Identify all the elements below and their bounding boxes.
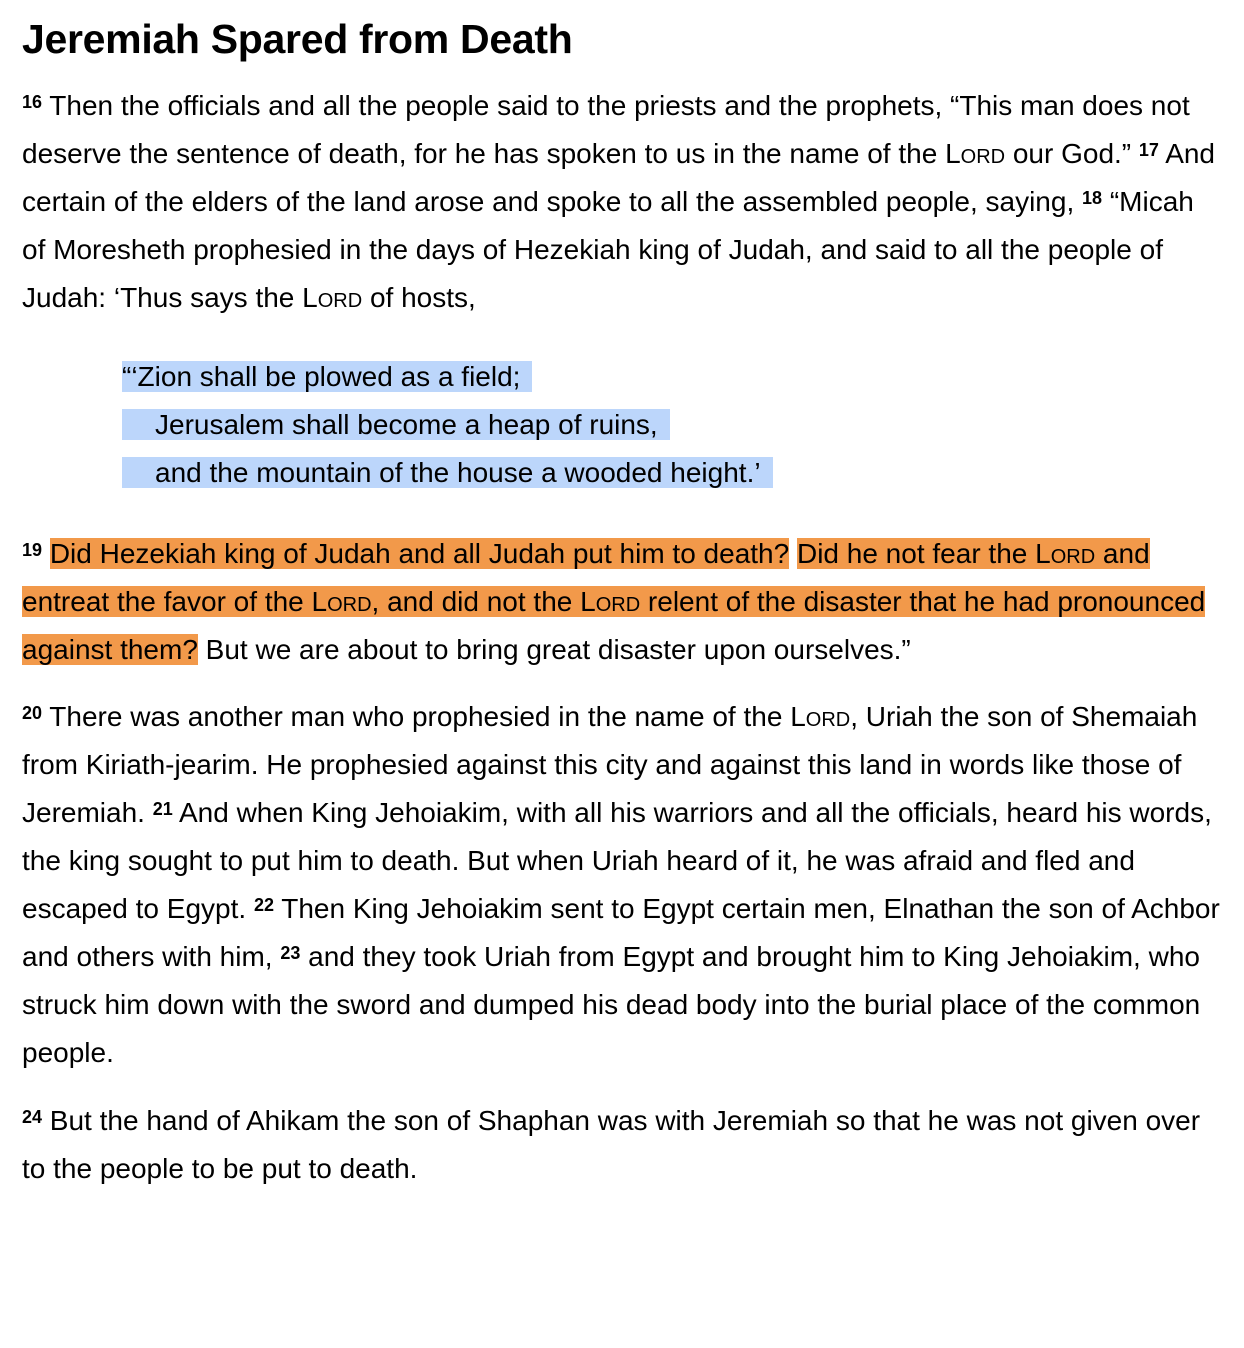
verse-text-19-end: But we are about to bring great disaster upon ourselves.” (197, 634, 911, 665)
highlight-blue: “‘Zion shall be plowed as a field; (122, 361, 532, 392)
poetry-line-2 (122, 401, 1222, 449)
lord-small-caps: Lord (580, 586, 641, 617)
poetry-quote (122, 353, 1222, 497)
verse-text-21: And when King Jehoiakim, with all his warriors and all the officials, heard his words, the king sought to put him to death. But when Uriah heard of it, he was afraid and fled and escaped to Egypt. (22, 797, 1212, 924)
verse-text-18: “Micah of Moresheth prophesied in the days of Hezekiah king of Judah, and said to all the people of Judah: ‘Thus says the (22, 186, 1194, 313)
verse-number-20: 20 (22, 703, 43, 723)
lord-small-caps: Lord (311, 586, 372, 617)
verse-number-21: 21 (152, 799, 173, 819)
highlight-blue: and the mountain of the house a wooded height.’ (122, 457, 773, 488)
verse-text-16-end: our God.” (1005, 138, 1139, 169)
highlight-orange-2: Did he not fear the Lord and entreat the favor of the Lord, and did not the Lord relent of the disaster that he had pronounced against them? (22, 538, 1206, 665)
verse-text-24: But the hand of Ahikam the son of Shaphan was with Jeremiah so that he was not given over to the people to be put to death. (22, 1105, 1201, 1184)
verse-number-16: 16 (22, 92, 43, 112)
lord-small-caps: Lord (945, 138, 1006, 169)
section-heading: Jeremiah Spared from Death (22, 16, 573, 62)
highlight-orange-1: Did Hezekiah king of Judah and all Judah put him to death? (49, 538, 790, 569)
verse-number-22: 22 (253, 895, 274, 915)
paragraph-19 (22, 530, 1222, 674)
verse-text-18-end: of hosts, (362, 282, 476, 313)
lord-small-caps: Lord (302, 282, 363, 313)
lord-small-caps: Lord (790, 701, 851, 732)
poetry-line-1 (122, 353, 1222, 401)
paragraph-16-18 (22, 82, 1222, 322)
verse-text-23: and they took Uriah from Egypt and brought him to King Jehoiakim, who struck him down with the sword and dumped his dead body into the burial place of the common people. (22, 941, 1201, 1068)
verse-text-20-end: , Uriah the son of Shemaiah from Kiriath-jearim. He prophesied against this city and against this land in words like those of Jeremiah. (22, 701, 1198, 828)
verse-text-17: And certain of the elders of the land arose and spoke to all the assembled people, saying, (22, 138, 1216, 217)
paragraph-20-23 (22, 693, 1222, 1077)
poetry-line-3 (122, 449, 1222, 497)
verse-text-22: Then King Jehoiakim sent to Egypt certain men, Elnathan the son of Achbor and others with him, (22, 893, 1220, 972)
verse-number-24: 24 (22, 1107, 43, 1127)
verse-number-19: 19 (22, 540, 43, 560)
verse-number-18: 18 (1082, 188, 1103, 208)
highlight-blue: Jerusalem shall become a heap of ruins, (122, 409, 670, 440)
verse-text-20: There was another man who prophesied in the name of the (42, 701, 791, 732)
lord-small-caps: Lord (1035, 538, 1096, 569)
verse-number-17: 17 (1138, 140, 1159, 160)
paragraph-24 (22, 1097, 1222, 1193)
verse-number-23: 23 (280, 943, 301, 963)
verse-text-16: Then the officials and all the people said to the priests and the prophets, “This man does not deserve the sentence of death, for he has spoken to us in the name of the (22, 90, 1190, 169)
